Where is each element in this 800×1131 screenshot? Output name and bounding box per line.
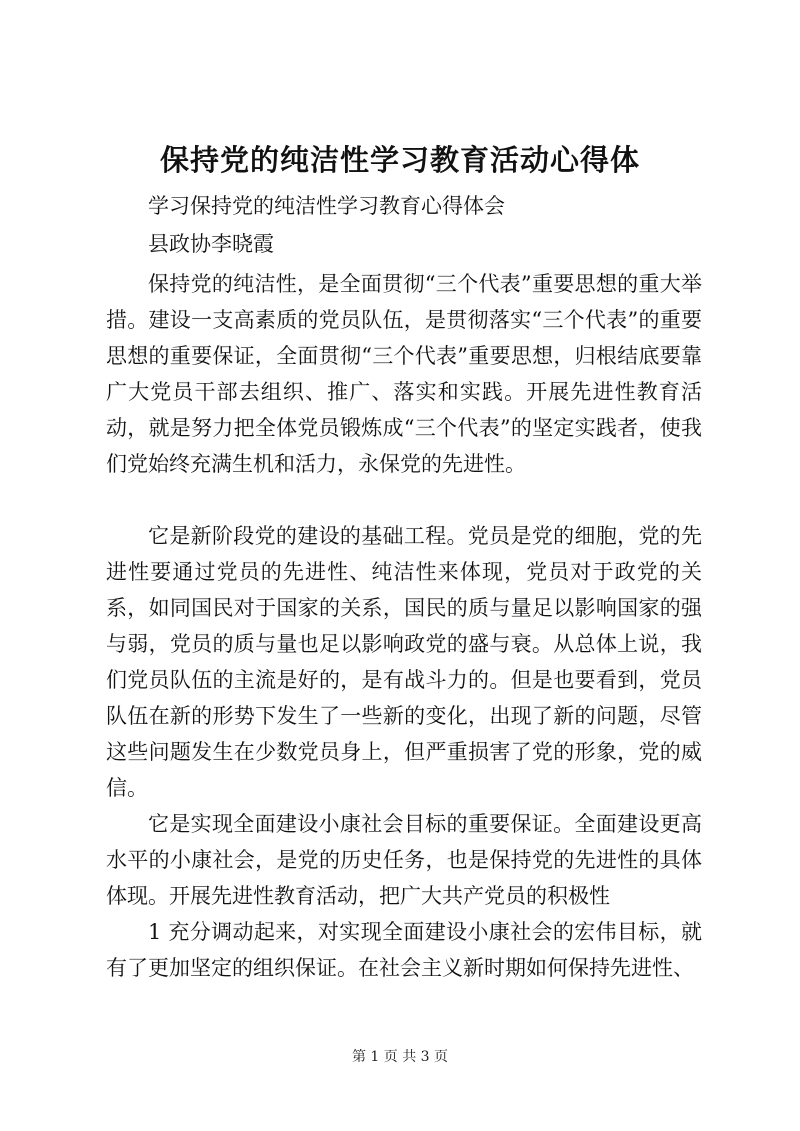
body-paragraph-4: 1 充分调动起来，对实现全面建设小康社会的宏伟目标，就有了更加坚定的组织保证。在社会主义新时期如何保持先进性、 [106,920,702,980]
page-title: 保持党的纯洁性学习教育活动心得体 [159,143,640,177]
document-subtitle: 学习保持党的纯洁性学习教育心得体会 [148,194,505,218]
body-paragraph-1: 保持党的纯洁性，是全面贯彻“三个代表”重要思想的重大举措。建设一支高素质的党员队伍，是贯彻落实“三个代表”的重要思想的重要保证，全面贯彻“三个代表”重要思想，归根结底要靠广大党员干部去组织、推广、落实和实践。开展先进性教育活动，就是努力把全体党员锻炼成“三个代表”的坚定实践者，使我们党始终充满生机和活力，永保党的先进性。 [106,272,702,476]
author-line: 县政协李晓霞 [148,232,274,256]
page-number-footer: 第 1 页 共 3 页 [351,1049,449,1065]
body-paragraph-3: 它是实现全面建设小康社会目标的重要保证。全面建设更高水平的小康社会，是党的历史任务，也是保持党的先进性的具体体现。开展先进性教育活动，把广大共产党员的积极性 [106,812,702,908]
body-paragraph-2: 它是新阶段党的建设的基础工程。党员是党的细胞，党的先进性要通过党员的先进性、纯洁性来体现，党员对于政党的关系，如同国民对于国家的关系，国民的质与量足以影响国家的强与弱，党员的质与量也足以影响政党的盛与衰。从总体上说，我们党员队伍的主流是好的，是有战斗力的。但是也要看到，党员队伍在新的形势下发生了一些新的变化，出现了新的问题，尽管这些问题发生在少数党员身上，但严重损害了党的形象，党的威信。 [106,524,702,800]
